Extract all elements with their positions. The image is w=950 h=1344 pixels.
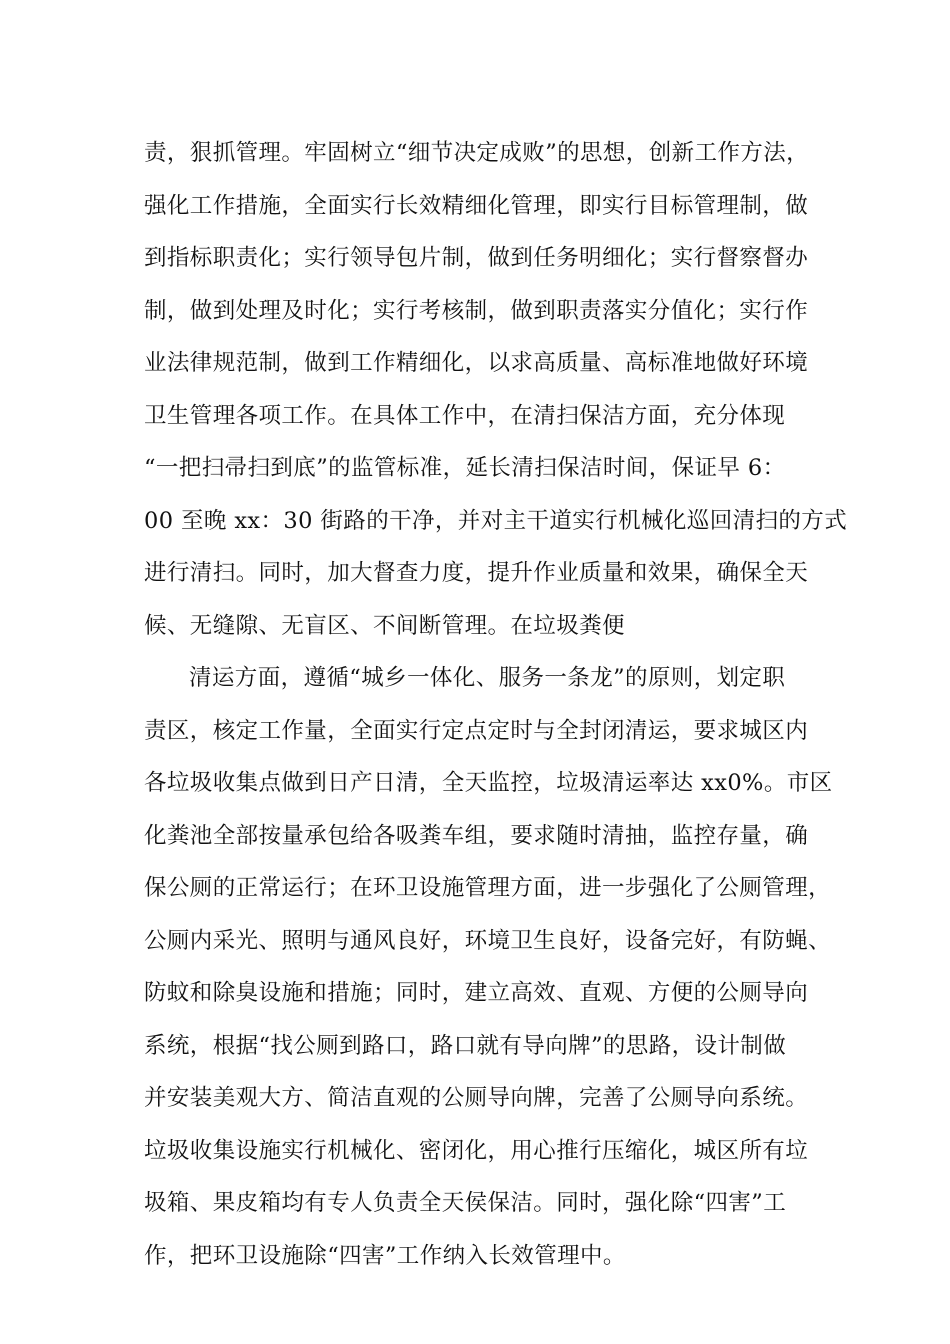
document-body: [144, 127, 848, 1282]
text-line: 保公厕的正常运行；在环卫设施管理方面，进一步强化了公厕管理，: [144, 875, 832, 901]
text-line: 公厕内采光、照明与通风良好，环境卫生良好，设备完好，有防蝇、: [144, 927, 832, 954]
text-line: 到指标职责化；实行领导包片制，做到任务明细化；实行督察督办: [144, 245, 809, 271]
text-line: 强化工作措施，全面实行长效精细化管理，即实行目标管理制，做: [144, 192, 809, 219]
text-line: 系统，根据“找公厕到路口，路口就有导向牌”的思路，设计制做: [144, 1032, 787, 1059]
text-line: 卫生管理各项工作。在具体工作中，在清扫保洁方面，充分体现: [144, 402, 786, 429]
text-line: 防蚊和除臭设施和措施；同时，建立高效、直观、方便的公厕导向: [144, 980, 809, 1006]
paragraph-start-line: 清运方面，遵循“城乡一体化、服务一条龙”的原则，划定职: [189, 665, 786, 691]
text-line: 并安装美观大方、简洁直观的公厕导向牌，完善了公厕导向系统。: [144, 1085, 809, 1111]
text-line: 制，做到处理及时化；实行考核制，做到职责落实分值化；实行作: [144, 297, 809, 324]
text-line: 业法律规范制，做到工作精细化，以求高质量、高标准地做好环境: [144, 350, 809, 376]
text-line: 圾箱、果皮箱均有专人负责全天侯保洁。同时，强化除“四害”工: [144, 1190, 787, 1216]
text-line: 00 至晚 xx：30 街路的干净，并对主干道实行机械化巡回清扫的方式: [144, 507, 848, 534]
text-line: 各垃圾收集点做到日产日清，全天监控，垃圾清运率达 xx0%。市区: [144, 770, 833, 796]
text-line: 化粪池全部按量承包给各吸粪车组，要求随时清抽，监控存量，确: [144, 822, 809, 849]
text-line: 候、无缝隙、无盲区、不间断管理。在垃圾粪便: [144, 612, 625, 639]
text-line: 责区，核定工作量，全面实行定点定时与全封闭清运，要求城区内: [144, 717, 809, 744]
text-line: 作，把环卫设施除“四害”工作纳入长效管理中。: [144, 1242, 626, 1269]
text-line: 垃圾收集设施实行机械化、密闭化，用心推行压缩化，城区所有垃: [144, 1137, 809, 1164]
text-line: “一把扫帚扫到底”的监管标准，延长清扫保洁时间，保证早 6：: [144, 455, 786, 481]
text-line: 进行清扫。同时，加大督查力度，提升作业质量和效果，确保全天: [144, 560, 809, 586]
text-line: 责，狠抓管理。牢固树立“细节决定成败”的思想，创新工作方法，: [144, 140, 810, 166]
